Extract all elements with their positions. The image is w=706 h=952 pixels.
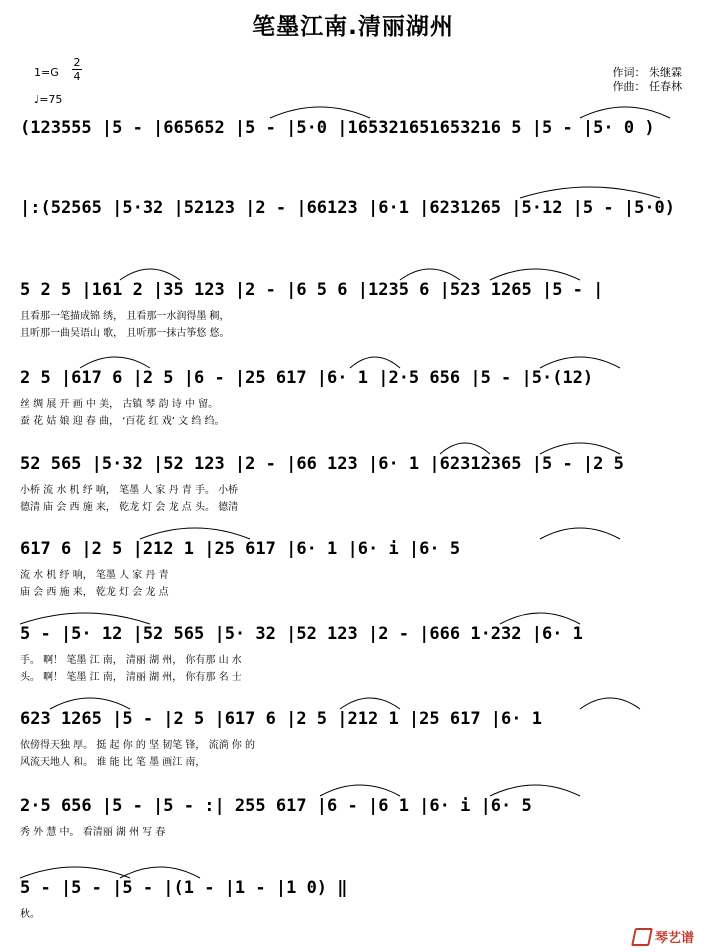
notes-line: 5 2 5 |161 2 |35 123 |2 - |6 5 6 |1235 6 |523 1265 |5 - | <box>20 280 604 300</box>
composer: 作曲： 任春林 <box>612 80 682 93</box>
lyric-line: 依傍得天独 厚。 挺 起 你 的 坚 韧笔 锋， 流淌 你 的 <box>20 740 255 751</box>
lyric-line: 蚕 花 姑 娘 迎 春 曲， ‘百花 红 戏’ 文 绉 绉。 <box>20 416 225 427</box>
notation-system <box>20 872 688 942</box>
lyric-line: 秋。 <box>20 909 40 920</box>
notes-line: 617 6 |2 5 |212 1 |25 617 |6· 1 |6· i |6· 5 <box>20 539 461 559</box>
notes-line: 52 565 |5·32 |52 123 |2 - |66 123 |6· 1 |62312365 |5 - |2 5 <box>20 454 624 474</box>
credits <box>613 66 683 94</box>
lyric-line: 庙 会 西 施 来， 乾龙 灯 会 龙 点 <box>20 587 169 598</box>
lyricist: 作词： 朱继霖 <box>612 66 682 79</box>
notes-line: |:(52565 |5·32 |52123 |2 - |66123 |6·1 |6231265 |5·12 |5 - |5·0) <box>20 198 676 218</box>
lyric-line: 德清 庙 会 西 施 来， 乾龙 灯 会 龙 点 头。 德清 <box>20 502 239 513</box>
notes-line: 2·5 656 |5 - |5 - :| 255 617 |6 - |6 1 |6· i |6· 5 <box>20 796 532 816</box>
key-signature: 1=G <box>34 66 59 79</box>
lyric-line: 且听那一曲吴语山 歌， 且听那一抹古筝悠 悠。 <box>20 328 230 339</box>
lyric-line: 流 水 机 纾 响， 笔墨 人 家 丹 青 <box>20 570 169 581</box>
watermark-logo-icon <box>631 928 653 946</box>
time-signature <box>72 56 82 83</box>
time-signature-top: 2 <box>73 56 81 69</box>
notes-line: 5 - |5· 12 |52 565 |5· 32 |52 123 |2 - |666 1·232 |6· 1 <box>20 624 583 644</box>
lyric-line: 且看那一笔描成锦 绣， 且看那一水润得墨 稠， <box>20 311 230 322</box>
page-title: 笔墨江南.清丽湖州 <box>252 14 454 40</box>
notation-system <box>20 703 688 773</box>
lyric-line: 手。 啊！ 笔墨 江 南， 清丽 湖 州， 你有那 山 水 <box>20 655 242 666</box>
watermark <box>633 927 694 946</box>
watermark-text: 琴艺谱 <box>654 931 694 946</box>
lyric-line: 秀 外 慧 中。 看清丽 湖 州 写 春 <box>20 827 166 838</box>
lyric-line: 小桥 流 水 机 纾 响， 笔墨 人 家 丹 青 手。 小桥 <box>20 485 239 496</box>
notes-line: 5 - |5 - |5 - |(1 - |1 - |1 0) ‖ <box>20 878 348 898</box>
notation-system <box>20 448 688 518</box>
notation-system <box>20 192 688 262</box>
notation-system <box>20 112 688 182</box>
tempo-marking: ♩=75 <box>34 93 63 106</box>
notation-system <box>20 274 688 344</box>
notes-line: 623 1265 |5 - |2 5 |617 6 |2 5 |212 1 |25 617 |6· 1 <box>20 709 542 729</box>
notes-line: (123555 |5 - |665652 |5 - |5·0 |165321651653216 5 |5 - |5· 0 ) <box>20 118 655 138</box>
notation-system <box>20 618 688 688</box>
notes-line: 2 5 |617 6 |2 5 |6 - |25 617 |6· 1 |2·5 656 |5 - |5·(12) <box>20 368 594 388</box>
notation-system <box>20 533 688 603</box>
lyric-line: 风流天地人 和。 谁 能 比 笔 墨 画江 南， <box>20 757 206 768</box>
notation-system <box>20 362 688 432</box>
time-signature-bottom: 4 <box>73 70 81 83</box>
notation-system <box>20 790 688 860</box>
lyric-line: 丝 绸 展 开 画 中 美， 古镇 琴 韵 诗 中 留。 <box>20 399 219 410</box>
lyric-line: 头。 啊！ 笔墨 江 南， 清丽 湖 州， 你有那 名 士 <box>20 672 242 683</box>
